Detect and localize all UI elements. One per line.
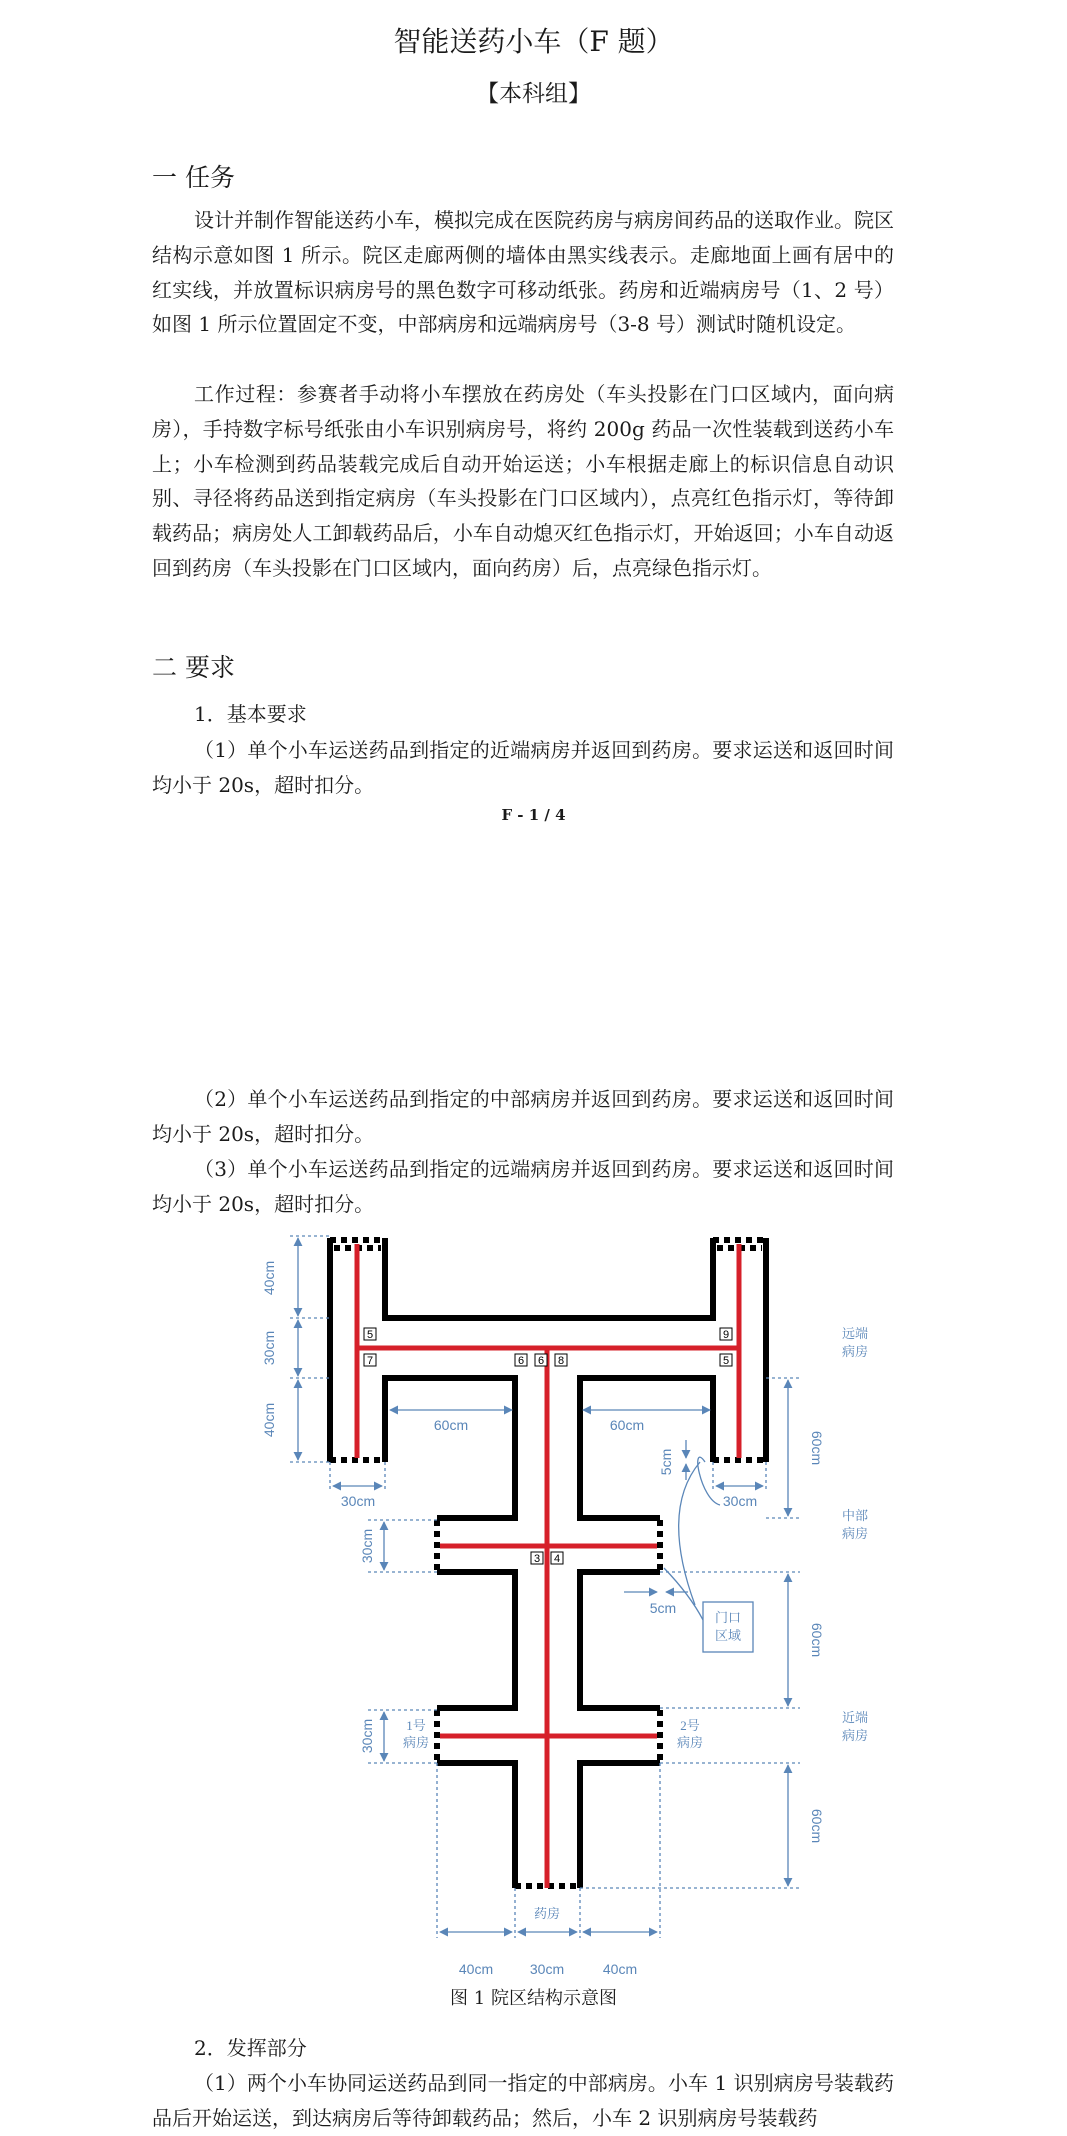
task-paragraph-2: 工作过程：参赛者手动将小车摆放在药房处（车头投影在门口区域内，面向病房），手持数字标号纸张由小车识别病房号，将约 200g 药品一次性装载到送药小车上；小车检测到药品装载完成后自动开始运送；小车根据走廊上的标识信息自动识别、寻径将药品送到指定病房（车头投影在门口区域内），点亮红色指示灯，等待卸载药品；病房处人工卸载药品后，小车自动熄灭红色指示灯，开始返回；小车自动返回到药房（车头投影在门口区域内，面向药房）后，点亮绿色指示灯。 — [152, 382, 894, 580]
dim-60cm-mid-right: 60cm — [809, 1622, 825, 1658]
room-tag-5-right — [720, 1354, 732, 1367]
label-far: 病房 — [842, 1344, 869, 1359]
dim-40cm-bottom: 40cm — [261, 1402, 277, 1438]
svg-text:7: 7 — [366, 1355, 374, 1367]
wall-mid-left — [437, 1572, 515, 1708]
requirement-3: （3）单个小车运送药品到指定的远端病房并返回到药房。要求运送和返回时间均小于 20s，超时扣分。 — [152, 1157, 894, 1216]
figure-caption: 图 1 院区结构示意图 — [450, 1988, 617, 2009]
room-tag-4 — [551, 1552, 563, 1565]
svg-text:6: 6 — [517, 1355, 525, 1367]
task-paragraph-1: 设计并制作智能送药小车，模拟完成在医院药房与病房间药品的送取作业。院区结构示意如图 1 所示。院区走廊两侧的墙体由黑实线表示。走廊地面上画有居中的红实线，并放置标识病房号的黑色数字可移动纸张。药房和近端病房号（1、2 号）如图 1 所示位置固定不变，中部病房和远端病房号（3-8 号）测试时随机设定。 — [152, 208, 894, 337]
dim-60cm-near-right: 60cm — [809, 1808, 825, 1844]
room-tag-9-right — [720, 1328, 732, 1341]
label-door-1: 门口 — [714, 1610, 742, 1625]
door-callout-line-1 — [698, 1457, 720, 1505]
label-far-line1: 远端 — [842, 1326, 869, 1341]
dim-30cm-mid: 30cm — [359, 1528, 375, 1564]
wall-left-inner-top — [385, 1238, 713, 1318]
page-number: F - 1 / 4 — [501, 806, 566, 824]
dim-40cm-top: 40cm — [261, 1260, 277, 1296]
dim-30cm-bottom-center: 30cm — [529, 1961, 565, 1977]
dim-5cm-horizontal: 5cm — [649, 1600, 677, 1616]
dim-60cm-right: 60cm — [609, 1417, 645, 1433]
dim-30cm-left: 30cm — [261, 1330, 277, 1366]
dim-40cm-bottom-right: 40cm — [602, 1961, 638, 1977]
hospital-layout-figure — [0, 1200, 1067, 1980]
label-pharmacy: 药房 — [533, 1906, 561, 1921]
room-tag-3 — [531, 1552, 543, 1565]
svg-text:5: 5 — [722, 1355, 730, 1367]
room-tag-center-2 — [535, 1354, 547, 1367]
requirement-1: （1）单个小车运送药品到指定的近端病房并返回到药房。要求运送和返回时间均小于 20s，超时扣分。 — [152, 738, 894, 797]
label-near: 近端病房 — [842, 1710, 869, 1743]
requirement-2: （2）单个小车运送药品到指定的中部病房并返回到药房。要求运送和返回时间均小于 20s，超时扣分。 — [152, 1087, 894, 1146]
label-door-2: 区域 — [714, 1628, 742, 1643]
dim-60cm-far-right: 60cm — [809, 1430, 825, 1466]
wall-left-inner-bottom — [385, 1378, 515, 1518]
dim-30cm-near: 30cm — [359, 1718, 375, 1754]
section-heading-requirements: 二 要求 — [152, 653, 235, 682]
subheading-basic: 1．基本要求 — [194, 702, 307, 726]
door-callout-line-a — [679, 1462, 700, 1605]
svg-text:3: 3 — [533, 1553, 541, 1565]
label-room1-2: 病房 — [402, 1735, 430, 1750]
subheading-advanced: 2．发挥部分 — [194, 2036, 307, 2060]
dim-30cm-far-left-width: 30cm — [340, 1493, 376, 1509]
section-heading-task: 一 任务 — [152, 163, 235, 192]
label-room1-1: 1号 — [406, 1718, 426, 1733]
wall-near-left — [437, 1763, 515, 1888]
room-tag-center-1 — [515, 1354, 527, 1367]
wall-right-inner-bottom — [580, 1378, 713, 1518]
label-room2-2: 病房 — [676, 1735, 704, 1750]
svg-text:9: 9 — [722, 1329, 730, 1341]
room-tag-5-left — [364, 1328, 376, 1341]
dim-30cm-far-right-width: 30cm — [722, 1493, 758, 1509]
room-tag-center-3 — [555, 1354, 567, 1367]
svg-text:5: 5 — [366, 1329, 374, 1341]
area-labels — [403, 1326, 868, 1921]
page-title: 智能送药小车（F 题） — [393, 25, 674, 58]
label-room2-1: 2号 — [680, 1718, 700, 1733]
svg-text:8: 8 — [557, 1355, 565, 1367]
wall-near-right — [580, 1763, 660, 1888]
room-tag-7-left — [364, 1354, 376, 1367]
dim-40cm-bottom-left: 40cm — [458, 1961, 494, 1977]
label-mid: 中部病房 — [842, 1508, 869, 1541]
dim-5cm-vertical: 5cm — [658, 1448, 674, 1476]
page-subtitle: 【本科组】 — [476, 81, 591, 107]
svg-text:6: 6 — [537, 1355, 545, 1367]
svg-text:4: 4 — [553, 1553, 561, 1565]
dim-60cm-left: 60cm — [433, 1417, 469, 1433]
advanced-requirement-1: （1）两个小车协同运送药品到同一指定的中部病房。小车 1 识别病房号装载药品后开始运送，到达病房后等待卸载药品；然后，小车 2 识别病房号装载药 — [152, 2071, 894, 2130]
